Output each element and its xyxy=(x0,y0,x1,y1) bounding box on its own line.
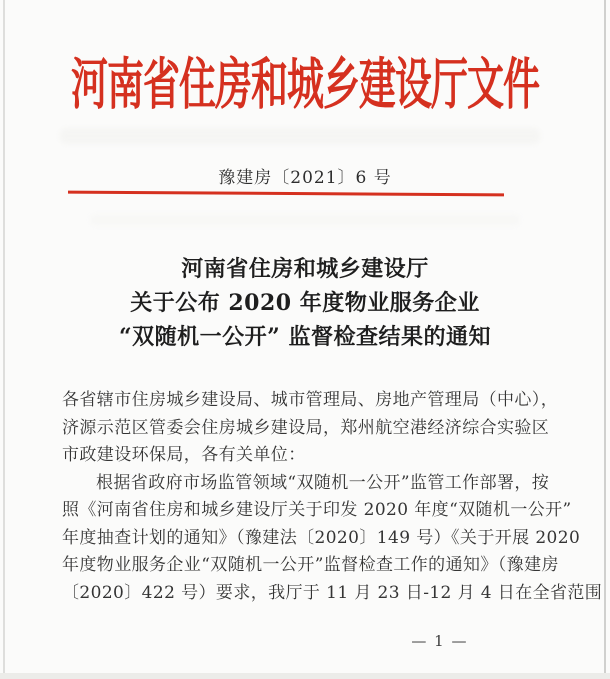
notice-title-line: 关于公布 2020 年度物业服务企业 xyxy=(130,290,480,316)
body-line: 照《河南省住房和城乡建设厅关于印发 2020 年度“双随机一公开” xyxy=(62,500,572,520)
document-body xyxy=(62,387,603,607)
red-letterhead-title: 河南省住房和城乡建设厅文件 xyxy=(71,51,539,117)
recipients-paragraph xyxy=(62,387,559,470)
red-divider-line xyxy=(68,191,504,196)
scan-artifact xyxy=(60,128,540,144)
body-line: 根据省政府市场监管领域“双随机一公开”监管工作部署，按 xyxy=(96,472,550,493)
body-line: 年度抽查计划的通知》（豫建法〔2020〕149 号）《关于开展 2020 xyxy=(62,527,581,548)
notice-title-line: 河南省住房和城乡建设厅 xyxy=(181,256,429,282)
scan-edge-bottom xyxy=(0,673,610,679)
page-number: — 1 — xyxy=(411,632,468,650)
body-line: 济源示范区管委会住房城乡建设局，郑州航空港经济综合实验区 xyxy=(62,417,550,438)
scan-artifact xyxy=(90,215,520,225)
body-line: 各省辖市住房城乡建设局、城市管理局、房地产管理局（中心）， xyxy=(62,390,559,410)
body-line: 年度物业服务企业“双随机一公开”监督检查工作的通知》（豫建房 xyxy=(62,555,559,575)
notice-title-line: “双随机一公开” 监督检查结果的通知 xyxy=(119,324,491,350)
notice-title xyxy=(0,252,610,354)
body-line: 〔2020〕422 号）要求，我厅于 11 月 23 日-12 月 4 日在全省范围 xyxy=(62,582,603,603)
main-paragraph xyxy=(62,470,603,608)
body-line: 市政建设环保局，各有关单位： xyxy=(62,445,306,465)
document-number: 豫建房〔2021〕6 号 xyxy=(218,168,392,188)
